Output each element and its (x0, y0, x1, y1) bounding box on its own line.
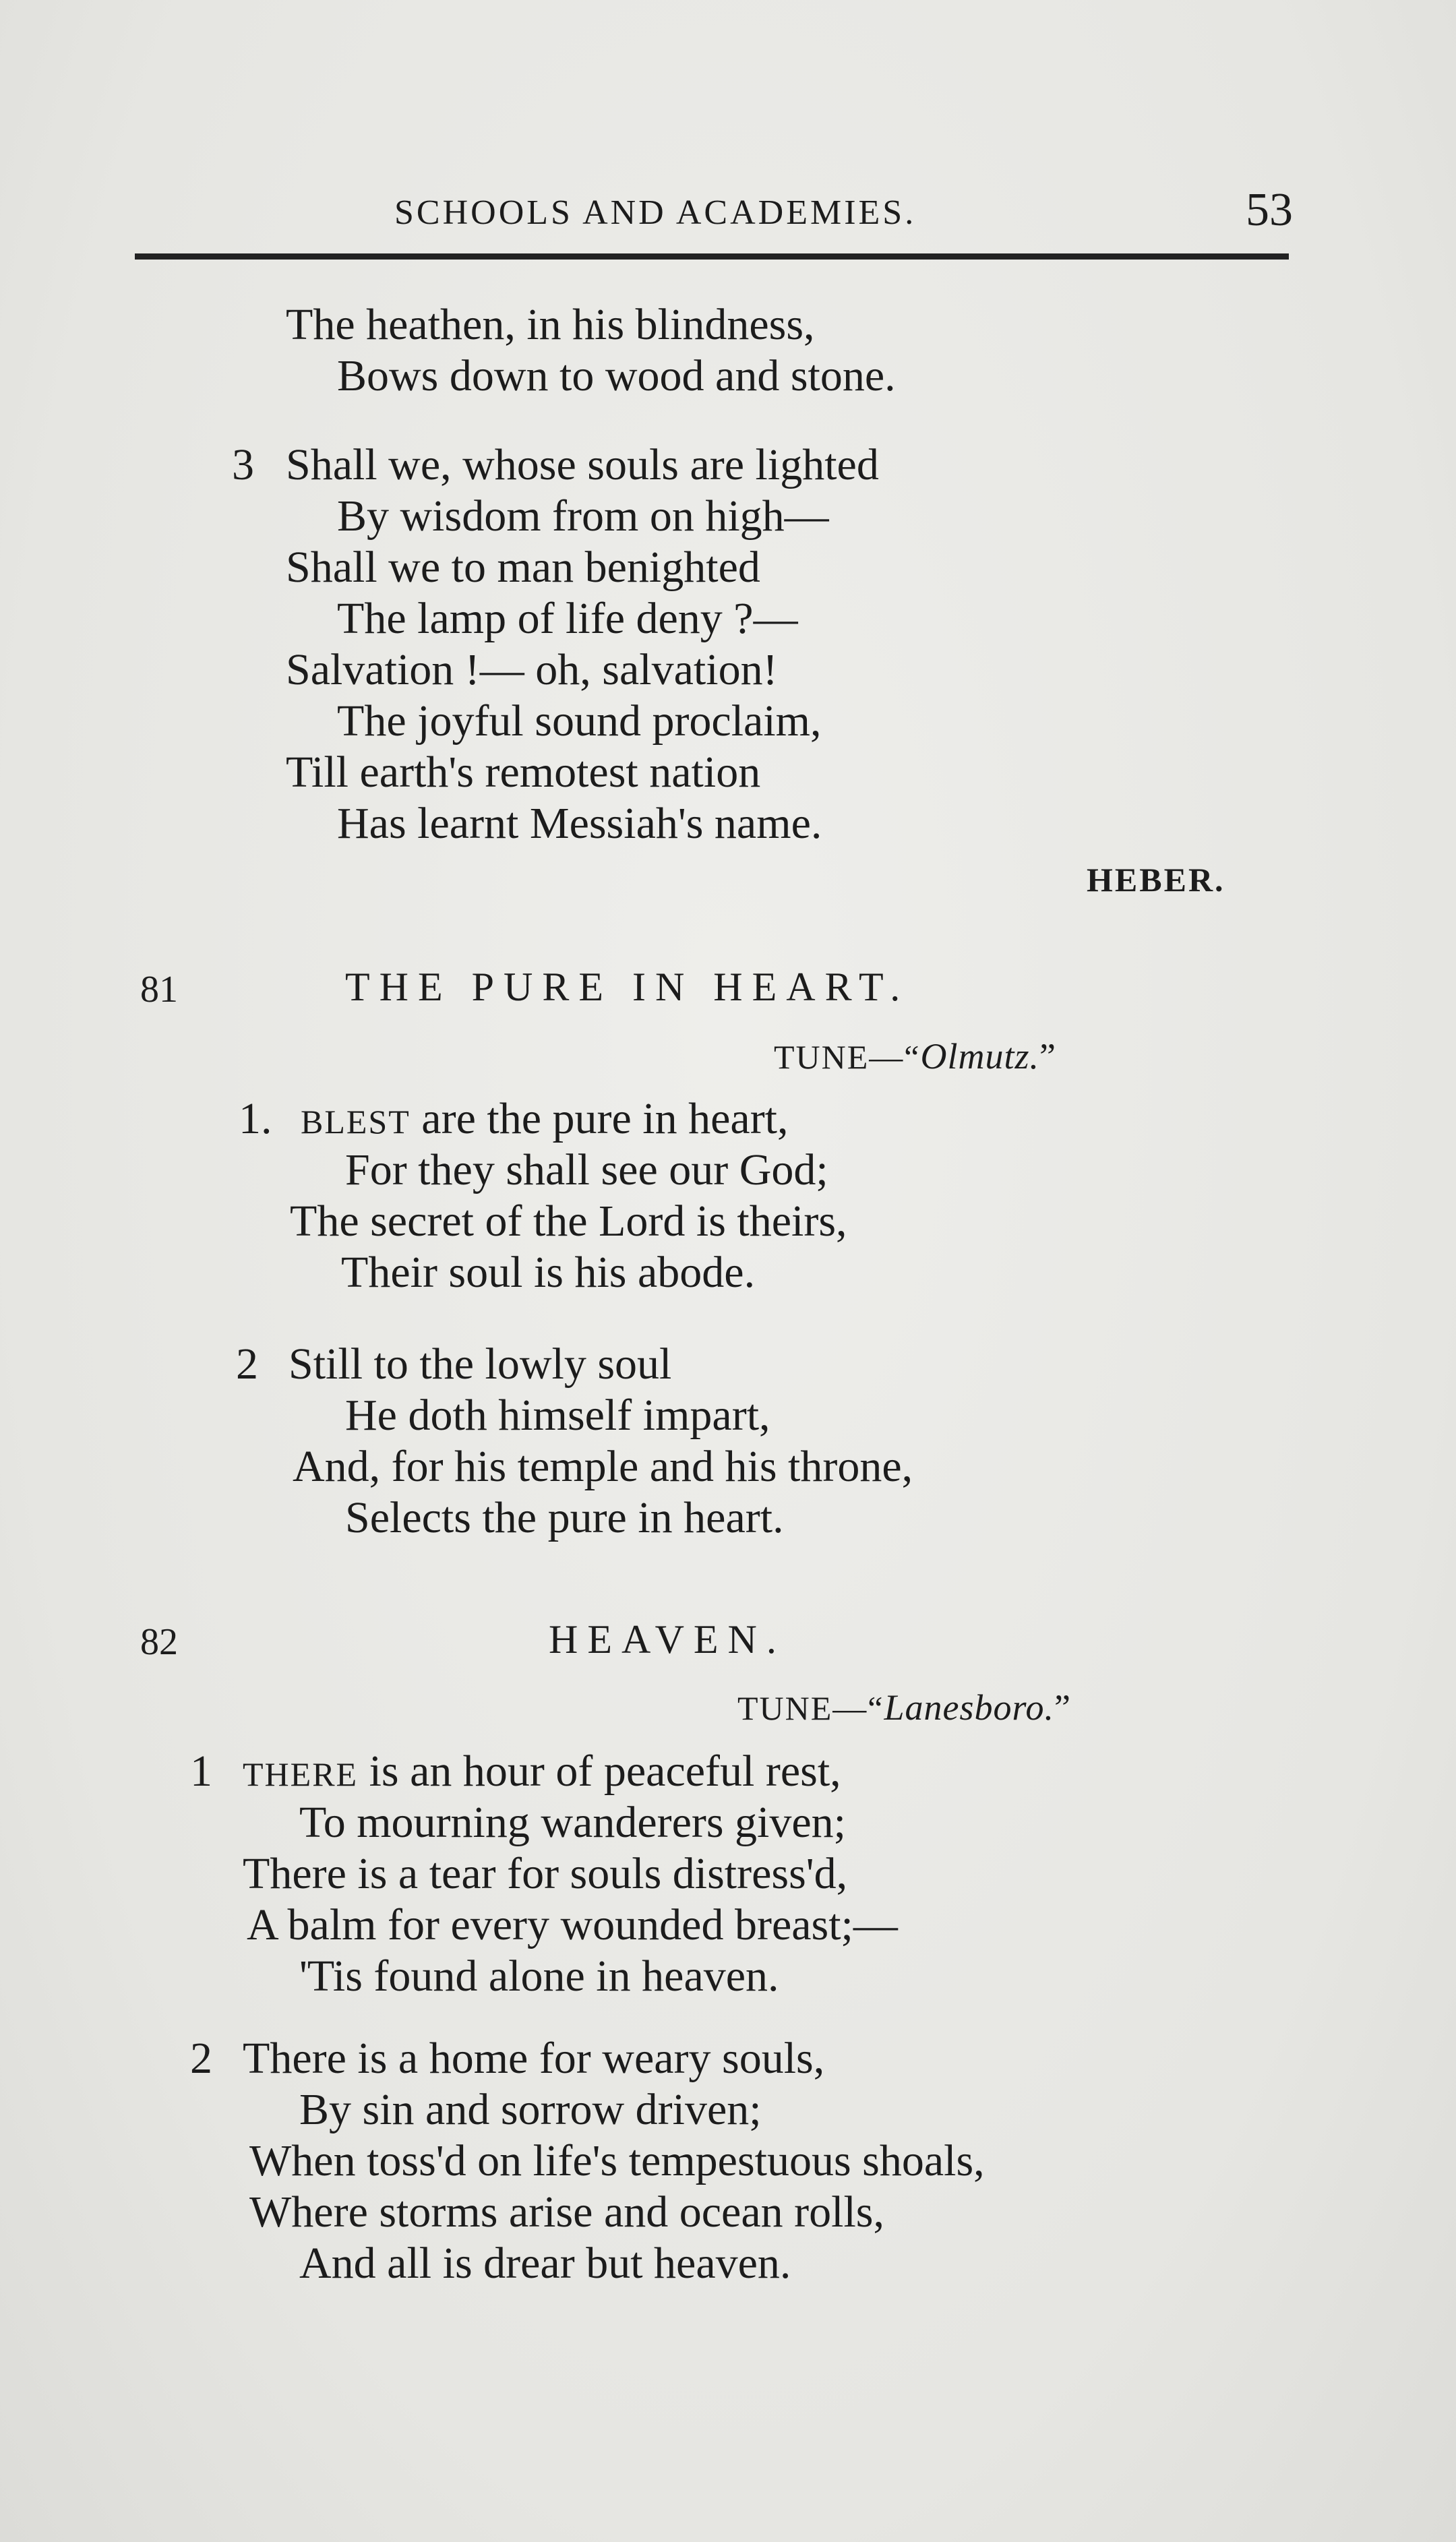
tune-line (737, 1687, 1072, 1728)
tune-name: Lanesboro. (884, 1687, 1055, 1728)
tune-close-quote: ” (1039, 1036, 1057, 1077)
verse-line (301, 1093, 789, 1147)
verse-line: Shall we to man benighted (286, 543, 760, 592)
verse-number: 1 (190, 1747, 212, 1796)
verse-line: The joyful sound proclaim, (337, 696, 822, 746)
hymn-title: HEAVEN. (549, 1617, 786, 1662)
verse-line (243, 1746, 841, 1800)
header-rule (135, 253, 1289, 260)
running-head-title: SCHOOLS AND ACADEMIES. (394, 193, 917, 232)
first-line-rest: is an hour of peaceful rest, (358, 1747, 841, 1796)
tune-close-quote: ” (1054, 1687, 1072, 1728)
verse-line: Till earth's remotest nation (286, 748, 761, 797)
hymn-number: 82 (140, 1621, 178, 1663)
page-number: 53 (1246, 184, 1293, 236)
verse-line: For they shall see our God; (345, 1145, 828, 1194)
first-word: BLEST (301, 1103, 411, 1141)
verse-line: To mourning wanderers given; (299, 1798, 847, 1847)
tune-label: TUNE—“ (737, 1689, 884, 1727)
verse-line: When toss'd on life's tempestuous shoals, (249, 2136, 985, 2185)
verse-line: Salvation !— oh, salvation! (286, 645, 778, 694)
verse-line: A balm for every wounded breast;— (247, 1900, 898, 1949)
verse-line: Still to the lowly soul (289, 1339, 672, 1389)
verse-line: By wisdom from on high— (337, 491, 829, 541)
tune-line (774, 1035, 1057, 1077)
verse-line: And all is drear but heaven. (299, 2239, 791, 2288)
verse-number: 1. (239, 1094, 272, 1143)
verse-line: The secret of the Lord is theirs, (290, 1197, 847, 1246)
verse-line: There is a tear for souls distress'd, (243, 1849, 848, 1898)
author-attribution: HEBER. (1087, 861, 1225, 899)
verse-number: 3 (232, 440, 254, 489)
verse-number: 2 (190, 2034, 212, 2083)
verse-line: The heathen, in his blindness, (286, 300, 815, 349)
tune-name: Olmutz. (920, 1036, 1040, 1077)
verse-number: 2 (236, 1339, 258, 1389)
verse-line: By sin and sorrow driven; (299, 2085, 762, 2134)
verse-line: Bows down to wood and stone. (337, 351, 896, 400)
verse-line: There is a home for weary souls, (243, 2034, 825, 2083)
first-word: THERE (243, 1755, 359, 1793)
verse-line: Their soul is his abode. (341, 1248, 756, 1297)
verse-line: Selects the pure in heart. (345, 1493, 784, 1542)
first-line-rest: are the pure in heart, (410, 1094, 789, 1143)
verse-line: The lamp of life deny ?— (337, 594, 798, 643)
tune-label: TUNE—“ (774, 1038, 921, 1076)
verse-line: Shall we, whose souls are lighted (286, 440, 879, 489)
verse-line: 'Tis found alone in heaven. (299, 1951, 779, 2001)
verse-line: He doth himself impart, (345, 1391, 770, 1440)
hymn-number: 81 (140, 969, 178, 1010)
verse-line: And, for his temple and his throne, (293, 1442, 913, 1491)
hymn-title: THE PURE IN HEART. (345, 965, 910, 1009)
verse-line: Has learnt Messiah's name. (337, 799, 822, 848)
verse-line: Where storms arise and ocean rolls, (249, 2187, 884, 2237)
